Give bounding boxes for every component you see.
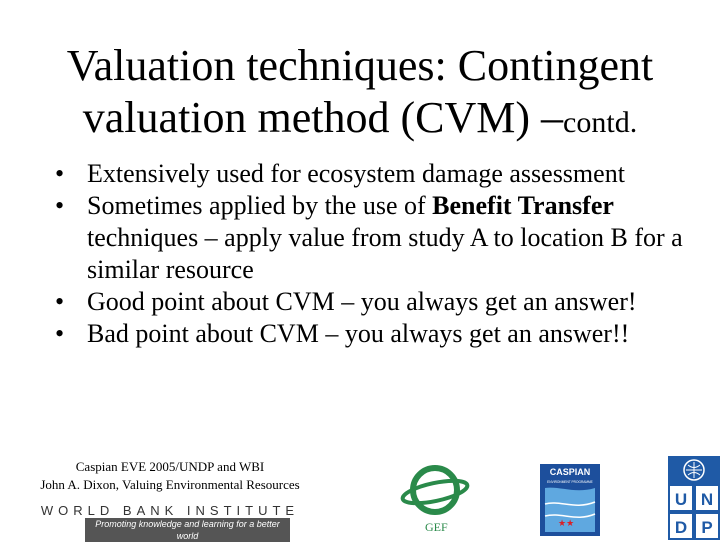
bullet-item bbox=[55, 158, 695, 190]
caspian-environment-programme-logo bbox=[540, 464, 600, 536]
undp-letter-d: D bbox=[674, 518, 688, 537]
world-bank-institute-logo bbox=[30, 503, 310, 541]
title-line-2-main: valuation method (CVM) – bbox=[82, 93, 564, 142]
bullet-text: Bad point about CVM – you always get an answer!! bbox=[87, 319, 630, 348]
credit-line-1: Caspian EVE 2005/UNDP and WBI bbox=[75, 459, 265, 474]
bullet-item bbox=[55, 286, 695, 318]
bullet-text: Good point about CVM – you always get an answer! bbox=[87, 287, 637, 316]
bullet-text: Extensively used for ecosystem damage assessment bbox=[87, 159, 625, 188]
title-line-1: Valuation techniques: Contingent bbox=[66, 41, 654, 90]
slide-title bbox=[40, 40, 680, 149]
wbi-tagline: Promoting knowledge and learning for a better world bbox=[85, 518, 290, 542]
caspian-logo-title: CASPIAN bbox=[549, 467, 591, 477]
undp-letter-p: P bbox=[701, 518, 713, 537]
credit-line-2: John A. Dixon, Valuing Environmental Resources bbox=[40, 477, 300, 492]
svg-text:★★: ★★ bbox=[558, 519, 575, 529]
title-suffix: contd. bbox=[563, 106, 638, 139]
source-credit bbox=[20, 458, 320, 494]
undp-letter-u: U bbox=[674, 490, 688, 509]
bullet-item bbox=[55, 190, 695, 286]
title-line-2 bbox=[40, 92, 680, 149]
undp-letter-n: N bbox=[700, 490, 714, 509]
bullet-text-after: techniques – apply value from study A to location B for a similar resource bbox=[87, 223, 683, 284]
bullet-item bbox=[55, 318, 695, 350]
bullet-text-before: Sometimes applied by the use of bbox=[87, 191, 433, 220]
undp-logo bbox=[668, 456, 720, 540]
gef-label: GEF bbox=[425, 520, 448, 534]
bullet-list bbox=[55, 158, 695, 350]
wbi-name: WORLD BANK INSTITUTE bbox=[40, 503, 300, 518]
caspian-logo-subtitle: ENVIRONMENT PROGRAMME bbox=[547, 480, 593, 484]
bullet-bold-term: Benefit Transfer bbox=[432, 191, 614, 220]
